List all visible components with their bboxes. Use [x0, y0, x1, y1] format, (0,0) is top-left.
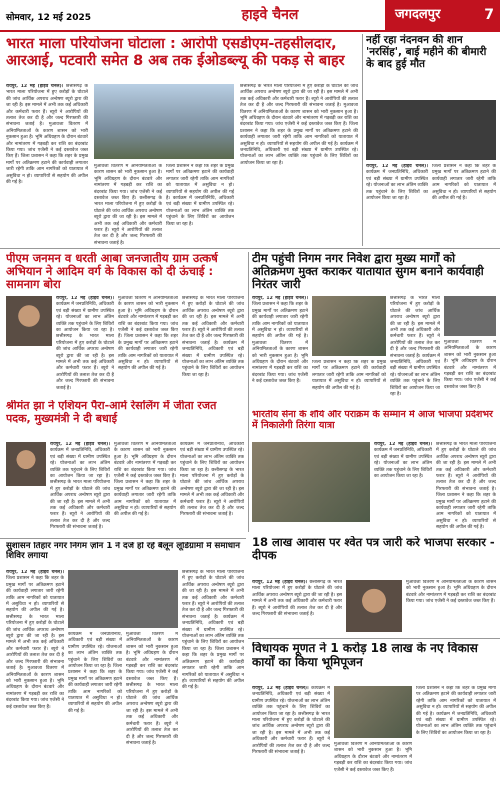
sixth-col-1 — [252, 580, 342, 620]
third-col-4 — [444, 340, 496, 406]
fifth-dateline: रायपुर, 12 मई (हाइवे चैनल)। — [374, 442, 432, 447]
third-col-2 — [312, 360, 386, 406]
seventh-para-5: जिला प्रशासन ने कहा कि शहर के प्रमुख मार्गों पर अतिक्रमण हटाने की कार्यवाही लगातार जारी रहेगी ताकि आम नागरिकों को यातायात में असुविधा न हो। व्यापारियों से सहयोग की अपील की गई है। — [68, 664, 122, 714]
seventh-para-1: जिला प्रशासन ने कहा कि शहर के प्रमुख मार्गों पर अतिक्रमण हटाने की कार्यवाही लगातार जारी रहेगी ताकि आम नागरिकों को यातायात में असुविधा न हो। व्यापारियों से सहयोग की अपील की गई है। — [6, 576, 64, 614]
column-divider — [362, 34, 363, 246]
lead-photo — [94, 84, 234, 159]
issue-date: सोमवार, 12 मई 2025 — [6, 13, 92, 23]
third-photo-2 — [444, 296, 496, 336]
third-para-1: जिला प्रशासन ने कहा कि शहर के प्रमुख मार्गों पर अतिक्रमण हटाने की कार्यवाही लगातार जारी रहेगी ताकि आम नागरिकों को यातायात में असुविधा न हो। व्यापारियों से सहयोग की अपील की गई है। — [252, 302, 308, 340]
second-para-1: कार्यक्रम में जनप्रतिनिधि, अधिकारी एवं बड़ी संख्या में ग्रामीण उपस्थित रहे। योजनाओं का लाभ अंतिम व्यक्ति तक पहुंचाने के लिए शिविरों का आयोजन किया जा रहा है। — [56, 302, 114, 334]
masthead-date-area — [0, 0, 155, 30]
seventh-para-7: छत्तीसगढ़ के भारत माला परियोजना में हुए करोड़ों के घोटाले की जांच आर्थिक अपराध अन्वेषण ब्यूरो द्वारा की जा रही है। इस मामले में अभी तक कई अधिकारी और कर्मचारी फरार हैं। ब्यूरो ने आरोपियों की तलाश तेज कर दी है और जल्द गिरफ्तारी की संभावना जताई है। — [126, 683, 178, 746]
third-dateline: रायपुर, 12 मई (हाइवे चैनल)। — [252, 296, 308, 301]
third-para-4: छत्तीसगढ़ के भारत माला परियोजना में हुए करोड़ों के घोटाले की जांच आर्थिक अपराध अन्वेषण ब्यूरो द्वारा की जा रही है। इस मामले में अभी तक कई अधिकारी और कर्मचारी फरार हैं। ब्यूरो ने आरोपियों की तलाश तेज कर दी है और जल्द गिरफ्तारी की संभावना जताई है। — [390, 296, 440, 359]
lead-para-8: छत्तीसगढ़ के भारत माला परियोजना में हुए करोड़ों के घोटाले की जांच आर्थिक अपराध अन्वेषण ब्यूरो द्वारा की जा रही है। इस मामले में अभी तक कई अधिकारी और कर्मचारी फरार हैं। ब्यूरो ने आरोपियों की तलाश तेज कर दी है और जल्द गिरफ्तारी की संभावना जताई है। — [240, 84, 358, 109]
lead-para-2: मुआवजा वितरण में अनियमितताओं के कारण शासन को भारी नुकसान हुआ है। भूमि अधिग्रहण के दौरान बंटवारे और नामांतरण में गड़बड़ी कर राशि का बंदरबांट किया गया। जांच एजेंसी ने कई दस्तावेज जब्त किए हैं। — [6, 122, 88, 160]
eighth-para-5: कार्यक्रम में जनप्रतिनिधि, अधिकारी एवं बड़ी संख्या में ग्रामीण उपस्थित रहे। योजनाओं का लाभ अंतिम व्यक्ति तक पहुंचाने के लिए शिविरों का आयोजन किया जा रहा है। — [416, 711, 496, 736]
fourth-para-2: छत्तीसगढ़ के भारत माला परियोजना में हुए करोड़ों के घोटाले की जांच आर्थिक अपराध अन्वेषण ब्यूरो द्वारा की जा रही है। इस मामले में अभी तक कई अधिकारी और कर्मचारी फरार हैं। ब्यूरो ने आरोपियों की तलाश तेज कर दी है और जल्द गिरफ्तारी की संभावना जताई है। — [50, 480, 110, 531]
fourth-para-6: छत्तीसगढ़ के भारत माला परियोजना में हुए करोड़ों के घोटाले की जांच आर्थिक अपराध अन्वेषण ब्यूरो द्वारा की जा रही है। इस मामले में अभी तक कई अधिकारी और कर्मचारी फरार हैं। ब्यूरो ने आरोपियों की तलाश तेज कर दी है और जल्द गिरफ्तारी की संभावना जताई है। — [180, 467, 244, 518]
second-para-2: छत्तीसगढ़ के भारत माला परियोजना में हुए करोड़ों के घोटाले की जांच आर्थिक अपराध अन्वेषण ब्यूरो द्वारा की जा रही है। इस मामले में अभी तक कई अधिकारी और कर्मचारी फरार हैं। ब्यूरो ने आरोपियों की तलाश तेज कर दी है और जल्द गिरफ्तारी की संभावना जताई है। — [56, 334, 114, 391]
third-para-2: मुआवजा वितरण में अनियमितताओं के कारण शासन को भारी नुकसान हुआ है। भूमि अधिग्रहण के दौरान बंटवारे और नामांतरण में गड़बड़ी कर राशि का बंदरबांट किया गया। जांच एजेंसी ने कई दस्तावेज जब्त किए हैं। — [252, 340, 308, 385]
second-portrait — [6, 296, 52, 346]
sixth-para-1: छत्तीसगढ़ के भारत माला परियोजना में हुए करोड़ों के घोटाले की जांच आर्थिक अपराध अन्वेषण ब्यूरो द्वारा की जा रही है। इस मामले में अभी तक कई अधिकारी और कर्मचारी फरार हैं। ब्यूरो ने आरोपियों की तलाश तेज कर दी है और जल्द गिरफ्तारी की संभावना जताई है। — [252, 580, 342, 618]
lead-para-11: कार्यक्रम में जनप्रतिनिधि, अधिकारी एवं बड़ी संख्या में ग्रामीण उपस्थित रहे। योजनाओं का लाभ अंतिम व्यक्ति तक पहुंचाने के लिए शिविरों का आयोजन किया जा रहा है। — [240, 141, 358, 166]
second-para-6: कार्यक्रम में जनप्रतिनिधि, अधिकारी एवं बड़ी संख्या में ग्रामीण उपस्थित रहे। योजनाओं का लाभ अंतिम व्यक्ति तक पहुंचाने के लिए शिविरों का आयोजन किया जा रहा है। — [182, 340, 244, 378]
section-rule-2 — [0, 538, 246, 539]
page-number: 7 — [484, 7, 494, 23]
lead-col-4 — [240, 84, 358, 246]
lead-para-9: मुआवजा वितरण में अनियमितताओं के कारण शासन को भारी नुकसान हुआ है। भूमि अधिग्रहण के दौरान बंटवारे और नामांतरण में गड़बड़ी कर राशि का बंदरबांट किया गया। जांच एजेंसी ने कई दस्तावेज जब्त किए हैं। — [240, 103, 358, 128]
fourth-portrait — [6, 442, 46, 486]
tiranga-rally-photo — [252, 442, 370, 522]
lead-para-5: छत्तीसगढ़ के भारत माला परियोजना में हुए करोड़ों के घोटाले की जांच आर्थिक अपराध अन्वेषण ब्यूरो द्वारा की जा रही है। इस मामले में अभी तक कई अधिकारी और कर्मचारी फरार हैं। ब्यूरो ने आरोपियों की तलाश तेज कर दी है और जल्द गिरफ्तारी की संभावना जताई है। — [94, 196, 162, 246]
fourth-dateline: रायपुर, 12 मई (हाइवे चैनल)। — [50, 442, 110, 447]
lead-para-3: जिला प्रशासन ने कहा कि शहर के प्रमुख मार्गों पर अतिक्रमण हटाने की कार्यवाही लगातार जारी रहेगी ताकि आम नागरिकों को यातायात में असुविधा न हो। व्यापारियों से सहयोग की अपील की गई है। — [6, 154, 88, 186]
third-para-5: कार्यक्रम में जनप्रतिनिधि, अधिकारी एवं बड़ी संख्या में ग्रामीण उपस्थित रहे। योजनाओं का लाभ अंतिम व्यक्ति तक पहुंचाने के लिए शिविरों का आयोजन किया जा रहा है। — [390, 353, 440, 398]
eighth-headline: विधायक मूणत ने 1 करोड़ 18 लाख के नए विकास कार्यों का किया भूमिपूजन — [252, 642, 478, 669]
masthead-rule — [0, 30, 500, 32]
third-para-3: जिला प्रशासन ने कहा कि शहर के प्रमुख मार्गों पर अतिक्रमण हटाने की कार्यवाही लगातार जारी रहेगी ताकि आम नागरिकों को यातायात में असुविधा न हो। व्यापारियों से सहयोग की अपील की गई है। — [312, 360, 386, 391]
lead-para-10: जिला प्रशासन ने कहा कि शहर के प्रमुख मार्गों पर अतिक्रमण हटाने की कार्यवाही लगातार जारी रहेगी ताकि आम नागरिकों को यातायात में असुविधा न हो। व्यापारियों से सहयोग की अपील की गई है। — [240, 122, 358, 147]
city-banner — [385, 0, 500, 30]
eighth-col-1 — [252, 686, 330, 784]
eighth-para-2: छत्तीसगढ़ के भारत माला परियोजना में हुए करोड़ों के घोटाले की जांच आर्थिक अपराध अन्वेषण ब्यूरो द्वारा की जा रही है। इस मामले में अभी तक कई अधिकारी और कर्मचारी फरार हैं। ब्यूरो ने आरोपियों की तलाश तेज कर दी है और जल्द गिरफ्तारी की संभावना जताई है। — [252, 711, 330, 756]
eighth-para-4: जिला प्रशासन ने कहा कि शहर के प्रमुख मार्गों पर अतिक्रमण हटाने की कार्यवाही लगातार जारी रहेगी ताकि आम नागरिकों को यातायात में असुविधा न हो। व्यापारियों से सहयोग की अपील की गई है। — [416, 686, 496, 717]
seventh-photo — [68, 570, 178, 628]
lead-col-1 — [6, 84, 88, 246]
fourth-para-5: कार्यक्रम में जनप्रतिनिधि, अधिकारी एवं बड़ी संख्या में ग्रामीण उपस्थित रहे। योजनाओं का लाभ अंतिम व्यक्ति तक पहुंचाने के लिए शिविरों का आयोजन किया जा रहा है। — [180, 442, 244, 473]
sixth-dateline: रायपुर, 12 मई (हाइवे चैनल)। — [252, 580, 308, 585]
second-headline: पीएम जनमन व धरती आबा जनजातीय ग्राम उत्कर्ष अभियान ने आदिम वर्ग के विकास को दी ऊंचाई : सामनाग बोरा — [6, 252, 218, 292]
paper-name: हाइवे चैनल — [155, 0, 385, 30]
second-col-1 — [56, 296, 114, 396]
seventh-dateline: रायपुर, 12 मई (हाइवे चैनल)। — [6, 570, 64, 575]
eighth-photo — [334, 686, 412, 738]
third-para-6: मुआवजा वितरण में अनियमितताओं के कारण शासन को भारी नुकसान हुआ है। भूमि अधिग्रहण के दौरान बंटवारे और नामांतरण में गड़बड़ी कर राशि का बंदरबांट किया गया। जांच एजेंसी ने कई दस्तावेज जब्त किए हैं। — [444, 340, 496, 390]
right-top-col-1 — [366, 164, 428, 246]
fourth-para-3: मुआवजा वितरण में अनियमितताओं के कारण शासन को भारी नुकसान हुआ है। भूमि अधिग्रहण के दौरान बंटवारे और नामांतरण में गड़बड़ी कर राशि का बंदरबांट किया गया। जांच एजेंसी ने कई दस्तावेज जब्त किए हैं। — [114, 442, 176, 480]
sixth-headline: 18 लाख आवास पर श्वेत पत्र जारी करे भाजपा सरकार - दीपक — [252, 536, 495, 563]
lead-col-2 — [94, 164, 162, 246]
section-rule-3 — [248, 638, 500, 639]
second-para-3: मुआवजा वितरण में अनियमितताओं के कारण शासन को भारी नुकसान हुआ है। भूमि अधिग्रहण के दौरान बंटवारे और नामांतरण में गड़बड़ी कर राशि का बंदरबांट किया गया। जांच एजेंसी ने कई दस्तावेज जब्त किए हैं। — [118, 296, 178, 340]
right-top-para-1: कार्यक्रम में जनप्रतिनिधि, अधिकारी एवं बड़ी संख्या में ग्रामीण उपस्थित रहे। योजनाओं का लाभ अंतिम व्यक्ति तक पहुंचाने के लिए शिविरों का आयोजन किया जा रहा है। — [366, 170, 428, 202]
fourth-para-1: कार्यक्रम में जनप्रतिनिधि, अधिकारी एवं बड़ी संख्या में ग्रामीण उपस्थित रहे। योजनाओं का लाभ अंतिम व्यक्ति तक पहुंचाने के लिए शिविरों का आयोजन किया जा रहा है। — [50, 448, 110, 480]
lead-headline — [6, 36, 358, 80]
seventh-para-9: कार्यक्रम में जनप्रतिनिधि, अधिकारी एवं बड़ी संख्या में ग्रामीण उपस्थित रहे। योजनाओं का लाभ अंतिम व्यक्ति तक पहुंचाने के लिए शिविरों का आयोजन किया जा रहा है। — [182, 614, 244, 652]
column-divider-2 — [248, 252, 249, 532]
eighth-col-3 — [416, 686, 496, 784]
right-top-para-2: जिला प्रशासन ने कहा कि शहर के प्रमुख मार्गों पर अतिक्रमण हटाने की कार्यवाही लगातार जारी रहेगी ताकि आम नागरिकों को यातायात में असुविधा न हो। व्यापारियों से सहयोग की अपील की गई है। — [432, 164, 496, 202]
third-col-1 — [252, 296, 308, 406]
seventh-para-6: मुआवजा वितरण में अनियमितताओं के कारण शासन को भारी नुकसान हुआ है। भूमि अधिग्रहण के दौरान बंटवारे और नामांतरण में गड़बड़ी कर राशि का बंदरबांट किया गया। जांच एजेंसी ने कई दस्तावेज जब्त किए हैं। — [126, 632, 178, 682]
fourth-col-2 — [114, 442, 176, 534]
eighth-col-2 — [334, 742, 412, 784]
third-headline: टीम पहुंची निगम नगर निवेश द्वारा मुख्य मार्गों को अतिक्रमण मुक्त कराकर यातायात सुगम बनाने कार्यवाही निरंतर जारी — [252, 252, 484, 292]
fourth-para-4: जिला प्रशासन ने कहा कि शहर के प्रमुख मार्गों पर अतिक्रमण हटाने की कार्यवाही लगातार जारी रहेगी ताकि आम नागरिकों को यातायात में असुविधा न हो। व्यापारियों से सहयोग की अपील की गई है। — [114, 480, 176, 518]
second-col-3 — [182, 296, 244, 396]
second-para-4: जिला प्रशासन ने कहा कि शहर के प्रमुख मार्गों पर अतिक्रमण हटाने की कार्यवाही लगातार जारी रहेगी ताकि आम नागरिकों को यातायात में असुविधा न हो। व्यापारियों से सहयोग की अपील की गई है। — [118, 334, 178, 372]
second-col-2 — [118, 296, 178, 396]
seventh-col-3 — [126, 632, 178, 784]
sixth-col-2 — [406, 580, 496, 620]
seventh-col-2 — [68, 632, 122, 784]
lead-col-3 — [166, 164, 234, 246]
lead-story-body — [6, 84, 358, 246]
section-rule-1 — [0, 248, 500, 249]
right-top-col-2 — [432, 164, 496, 246]
fifth-col-2 — [436, 442, 496, 534]
sixth-para-2: मुआवजा वितरण में अनियमितताओं के कारण शासन को भारी नुकसान हुआ है। भूमि अधिग्रहण के दौरान बंटवारे और नामांतरण में गड़बड़ी कर राशि का बंदरबांट किया गया। जांच एजेंसी ने कई दस्तावेज जब्त किए हैं। — [406, 580, 496, 605]
sixth-portrait — [346, 580, 402, 632]
seventh-col-1 — [6, 570, 64, 784]
seventh-para-3: मुआवजा वितरण में अनियमितताओं के कारण शासन को भारी नुकसान हुआ है। भूमि अधिग्रहण के दौरान बंटवारे और नामांतरण में गड़बड़ी कर राशि का बंदरबांट किया गया। जांच एजेंसी ने कई दस्तावेज जब्त किए हैं। — [6, 666, 64, 710]
right-top-headline: नहीं रहा नंदनवन की शान 'नरसिंह', बाई महीने की बीमारी के बाद हुई मौत — [366, 34, 487, 71]
fifth-headline: भारतीय सेना के शौर्य और पराक्रम के सम्मान में आज भाजपा प्रदेशभर में निकालेगी तिरंगा यात्रा — [252, 410, 493, 431]
lead-para-6: जिला प्रशासन ने कहा कि शहर के प्रमुख मार्गों पर अतिक्रमण हटाने की कार्यवाही लगातार जारी रहेगी ताकि आम नागरिकों को यातायात में असुविधा न हो। व्यापारियों से सहयोग की अपील की गई है। — [166, 164, 234, 202]
seventh-para-4: कार्यक्रम में जनप्रतिनिधि, अधिकारी एवं बड़ी संख्या में ग्रामीण उपस्थित रहे। योजनाओं का लाभ अंतिम व्यक्ति तक पहुंचाने के लिए शिविरों का आयोजन किया जा रहा है। — [68, 632, 122, 670]
seventh-para-8: छत्तीसगढ़ के भारत माला परियोजना में हुए करोड़ों के घोटाले की जांच आर्थिक अपराध अन्वेषण ब्यूरो द्वारा की जा रही है। इस मामले में अभी तक कई अधिकारी और कर्मचारी फरार हैं। ब्यूरो ने आरोपियों की तलाश तेज कर दी है और जल्द गिरफ्तारी की संभावना जताई है। — [182, 570, 244, 620]
lead-dateline: रायपुर, 12 मई (हाइवे चैनल)। — [6, 84, 64, 89]
fifth-col-1 — [374, 442, 432, 534]
eighth-para-3: मुआवजा वितरण में अनियमितताओं के कारण शासन को भारी नुकसान हुआ है। भूमि अधिग्रहण के दौरान बंटवारे और नामांतरण में गड़बड़ी कर राशि का बंदरबांट किया गया। जांच एजेंसी ने कई दस्तावेज जब्त किए हैं। — [334, 742, 412, 773]
right-top-dateline: रायपुर, 12 मई (हाइवे चैनल)। — [366, 164, 428, 169]
fifth-para-3: जिला प्रशासन ने कहा कि शहर के प्रमुख मार्गों पर अतिक्रमण हटाने की कार्यवाही लगातार जारी रहेगी ताकि आम नागरिकों को यातायात में असुविधा न हो। व्यापारियों से सहयोग की अपील की गई है। — [436, 493, 496, 531]
fourth-col-1 — [50, 442, 110, 534]
eighth-para-1: कार्यक्रम में जनप्रतिनिधि, अधिकारी एवं बड़ी संख्या में ग्रामीण उपस्थित रहे। योजनाओं का लाभ अंतिम व्यक्ति तक पहुंचाने के लिए शिविरों का आयोजन किया जा रहा है। — [252, 686, 330, 717]
seventh-col-4 — [182, 570, 244, 784]
second-para-5: छत्तीसगढ़ के भारत माला परियोजना में हुए करोड़ों के घोटाले की जांच आर्थिक अपराध अन्वेषण ब्यूरो द्वारा की जा रही है। इस मामले में अभी तक कई अधिकारी और कर्मचारी फरार हैं। ब्यूरो ने आरोपियों की तलाश तेज कर दी है और जल्द गिरफ्तारी की संभावना जताई है। — [182, 296, 244, 346]
tiger-photo — [366, 100, 496, 160]
eighth-dateline: रायपुर, 12 मई (हाइवे चैनल)। — [252, 686, 309, 691]
second-dateline: रायपुर, 12 मई (हाइवे चैनल)। — [56, 296, 114, 301]
seventh-para-10: जिला प्रशासन ने कहा कि शहर के प्रमुख मार्गों पर अतिक्रमण हटाने की कार्यवाही लगातार जारी रहेगी ताकि आम नागरिकों को यातायात में असुविधा न हो। व्यापारियों से सहयोग की अपील की गई है। — [182, 646, 244, 691]
seventh-para-2: छत्तीसगढ़ के भारत माला परियोजना में हुए करोड़ों के घोटाले की जांच आर्थिक अपराध अन्वेषण ब्यूरो द्वारा की जा रही है। इस मामले में अभी तक कई अधिकारी और कर्मचारी फरार हैं। ब्यूरो ने आरोपियों की तलाश तेज कर दी है और जल्द गिरफ्तारी की संभावना जताई है। — [6, 614, 64, 672]
fifth-para-1: कार्यक्रम में जनप्रतिनिधि, अधिकारी एवं बड़ी संख्या में ग्रामीण उपस्थित रहे। योजनाओं का लाभ अंतिम व्यक्ति तक पहुंचाने के लिए शिविरों का आयोजन किया जा रहा है। — [374, 448, 432, 480]
lead-headline-line2: आरआई, पटवारी समेत 8 अब तक ईओडब्ल्यू की पकड़ से बाहर — [6, 52, 345, 69]
third-photo-1 — [312, 296, 386, 356]
lead-para-7: कार्यक्रम में जनप्रतिनिधि, अधिकारी एवं बड़ी संख्या में ग्रामीण उपस्थित रहे। योजनाओं का लाभ अंतिम व्यक्ति तक पहुंचाने के लिए शिविरों का आयोजन किया जा रहा है। — [166, 196, 234, 227]
city-name: जगदलपुर — [395, 7, 441, 22]
seventh-headline: सुशासन तिहार नगर निगम ज़ोन 1 ने दर्ज हो रहे बैलून लूडिग्रामों में समाधान शिविर लगाया — [6, 542, 240, 561]
fourth-headline: श्रीमंत झा ने एशियन पैरा-आर्म रेसलिंग में जीता रजत पदक, मुख्यमंत्री ने दी बधाई — [6, 400, 217, 425]
third-col-3 — [390, 296, 440, 406]
lead-para-4: मुआवजा वितरण में अनियमितताओं के कारण शासन को भारी नुकसान हुआ है। भूमि अधिग्रहण के दौरान बंटवारे और नामांतरण में गड़बड़ी कर राशि का बंदरबांट किया गया। जांच एजेंसी ने कई दस्तावेज जब्त किए हैं। — [94, 164, 162, 202]
lead-headline-line1: भारत माला परियोजना घोटाला : आरोपी एसडीएम-तहसीलदार, — [6, 36, 337, 52]
lead-para-1: छत्तीसगढ़ के भारत माला परियोजना में हुए करोड़ों के घोटाले की जांच आर्थिक अपराध अन्वेषण ब्यूरो द्वारा की जा रही है। इस मामले में अभी तक कई अधिकारी और कर्मचारी फरार हैं। ब्यूरो ने आरोपियों की तलाश तेज कर दी है और जल्द गिरफ्तारी की संभावना जताई है। — [6, 84, 88, 128]
fifth-para-2: छत्तीसगढ़ के भारत माला परियोजना में हुए करोड़ों के घोटाले की जांच आर्थिक अपराध अन्वेषण ब्यूरो द्वारा की जा रही है। इस मामले में अभी तक कई अधिकारी और कर्मचारी फरार हैं। ब्यूरो ने आरोपियों की तलाश तेज कर दी है और जल्द गिरफ्तारी की संभावना जताई है। — [436, 442, 496, 492]
fourth-col-3 — [180, 442, 244, 534]
